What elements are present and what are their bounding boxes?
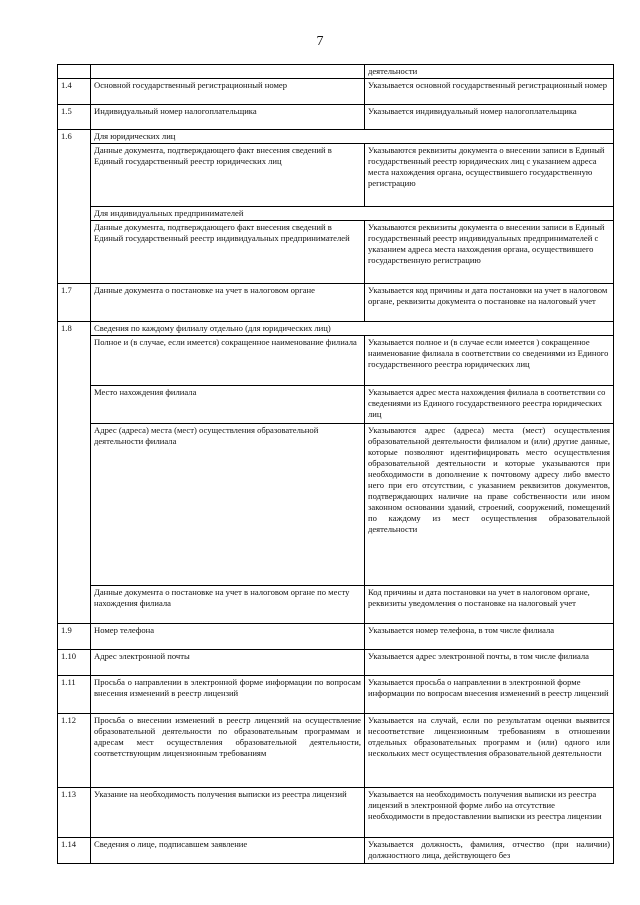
table-row [58, 284, 614, 322]
table-row [58, 624, 614, 650]
row-value: Указывается адрес места нахождения филиала в соответствии со сведениями из Единого государственного реестра юридических лиц [365, 386, 614, 424]
row-number [58, 65, 91, 79]
row-description: Адрес электронной почты [91, 650, 365, 676]
page-number: 7 [316, 34, 324, 49]
row-description: Индивидуальный номер налогоплательщика [91, 105, 365, 130]
row-number: 1.5 [58, 105, 91, 130]
row-description [91, 65, 365, 79]
row-value: Указывается просьба о направлении в электронной форме информации по вопросам внесения изменений в реестр лицензий [365, 676, 614, 714]
section-header: Для индивидуальных предпринимателей [91, 207, 614, 221]
section-header: Для юридических лиц [91, 130, 614, 144]
row-description: Номер телефона [91, 624, 365, 650]
row-number: 1.10 [58, 650, 91, 676]
row-value: Указывается код причины и дата постановки на учет в налоговом органе, реквизиты документа о постановке на налоговый учет [365, 284, 614, 322]
row-number: 1.8 [58, 322, 91, 624]
row-description: Адрес (адреса) места (мест) осуществления образовательной деятельности филиала [91, 424, 365, 586]
table-row [58, 838, 614, 864]
row-value: Указывается полное и (в случае если имеется ) сокращенное наименование филиала в соответствии со сведениями из Единого государственного реестра юридических лиц [365, 336, 614, 386]
row-description: Полное и (в случае, если имеется) сокращенное наименование филиала [91, 336, 365, 386]
row-number: 1.13 [58, 788, 91, 838]
table-row [58, 788, 614, 838]
row-description: Место нахождения филиала [91, 386, 365, 424]
row-value: Указывается на случай, если по результатам оценки выявится несоответствие лицензионным требованиям в отношении отдельных образовательных программ и (или) одного или нескольких мест осуществления образовательной деятельности [365, 714, 614, 788]
table-row [58, 336, 614, 386]
row-value: Указывается номер телефона, в том числе филиала [365, 624, 614, 650]
row-description: Данные документа о постановке на учет в налоговом органе [91, 284, 365, 322]
row-value: деятельности [365, 65, 614, 79]
row-description: Данные документа о постановке на учет в налоговом органе по месту нахождения филиала [91, 586, 365, 624]
table-row [58, 130, 614, 144]
row-number: 1.11 [58, 676, 91, 714]
row-description: Указание на необходимость получения выписки из реестра лицензий [91, 788, 365, 838]
table-row [58, 221, 614, 284]
table-row [58, 586, 614, 624]
row-value: Указывается основной государственный регистрационный номер [365, 79, 614, 105]
row-number: 1.4 [58, 79, 91, 105]
row-value: Указываются реквизиты документа о внесении записи в Единый государственный реестр индивидуальных предпринимателей с указанием адреса места нахождения органа, осуществившего государственную регистрацию [365, 221, 614, 284]
table-row [58, 65, 614, 79]
row-number: 1.14 [58, 838, 91, 864]
row-value: Указываются адрес (адреса) места (мест) осуществления образовательной деятельности филиалом и (или) другие данные, которые позволяют идентифицировать место осуществления образовательной деятельности и которые указываются при необходимости в дополнение к почтовому адресу либо вместо него при его отсутствии, с указанием реквизитов документов, подтверждающих наличие на праве собственности или ином законном основании зданий, строений, сооружений, помещений по каждому из мест осуществления образовательной деятельности [365, 424, 614, 586]
section-header: Сведения по каждому филиалу отдельно (для юридических лиц) [91, 322, 614, 336]
row-value: Указывается на необходимость получения выписки из реестра лицензий в электронной форме либо на отсутствие необходимости в предоставлении выписки из реестра лицензии [365, 788, 614, 838]
row-value: Указывается индивидуальный номер налогоплательщика [365, 105, 614, 130]
requirements-table [57, 64, 614, 864]
row-number: 1.7 [58, 284, 91, 322]
row-number: 1.6 [58, 130, 91, 284]
table-row [58, 105, 614, 130]
table-row [58, 144, 614, 207]
table-row [58, 207, 614, 221]
row-value: Код причины и дата постановки на учет в налоговом органе, реквизиты уведомления о постановке на налоговый учет [365, 586, 614, 624]
row-description: Сведения о лице, подписавшем заявление [91, 838, 365, 864]
row-description: Данные документа, подтверждающего факт внесения сведений в Единый государственный реестр индивидуальных предпринимателей [91, 221, 365, 284]
table-row [58, 322, 614, 336]
table-row [58, 424, 614, 586]
row-number: 1.9 [58, 624, 91, 650]
row-description: Данные документа, подтверждающего факт внесения сведений в Единый государственный реестр юридических лиц [91, 144, 365, 207]
table-row [58, 79, 614, 105]
row-value: Указываются реквизиты документа о внесении записи в Единый государственный реестр юридических лиц с указанием адреса места нахождения органа, осуществившего государственную регистрацию [365, 144, 614, 207]
row-description: Основной государственный регистрационный номер [91, 79, 365, 105]
row-value: Указывается должность, фамилия, отчество (при наличии) должностного лица, действующего без [365, 838, 614, 864]
row-number: 1.12 [58, 714, 91, 788]
table-row [58, 676, 614, 714]
row-description: Просьба о направлении в электронной форме информации по вопросам внесения изменений в реестр лицензий [91, 676, 365, 714]
table-row [58, 714, 614, 788]
table-row [58, 386, 614, 424]
row-description: Просьба о внесении изменений в реестр лицензий на осуществление образовательной деятельности по образовательным программам и адресам мест осуществления образовательной деятельности, соответствующим лицензионным требованиям [91, 714, 365, 788]
row-value: Указывается адрес электронной почты, в том числе филиала [365, 650, 614, 676]
table-row [58, 650, 614, 676]
